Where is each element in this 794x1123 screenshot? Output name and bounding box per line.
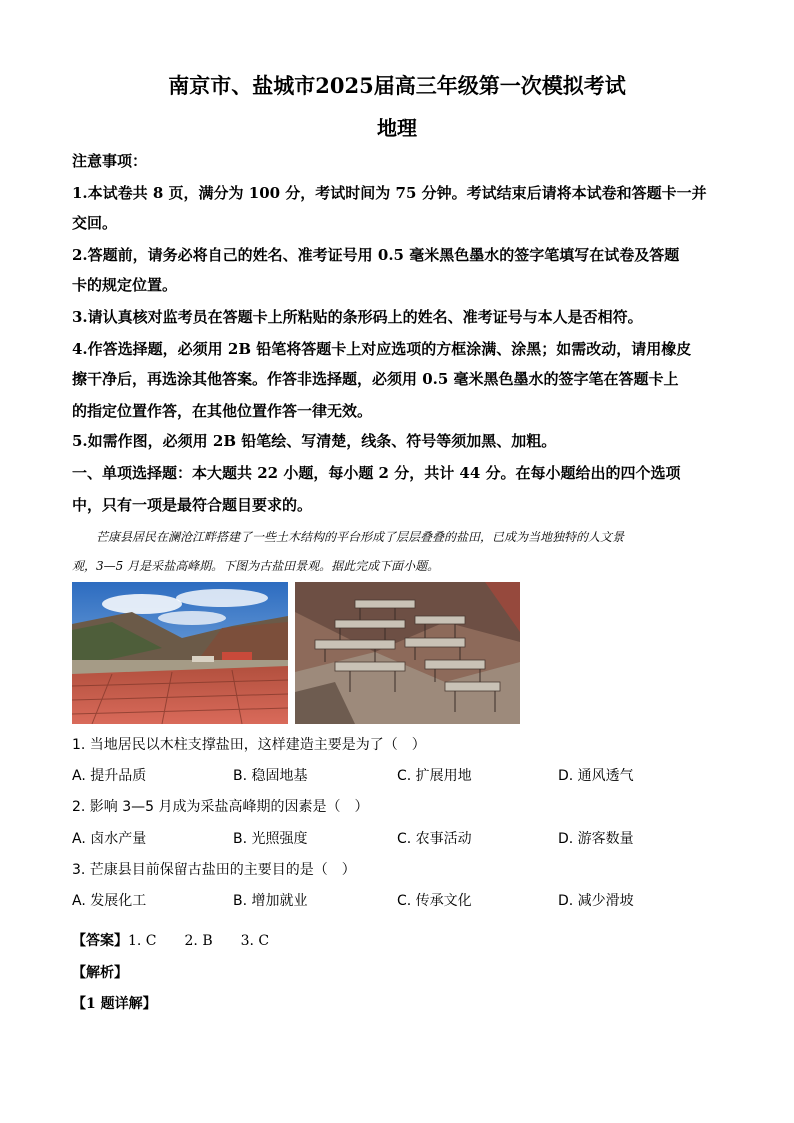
- salt-field-photo-right: [295, 582, 520, 724]
- passage-intro: 观，3—5 月是采盐高峰期。下图为古盐田景观。据此完成下面小题。: [72, 559, 440, 573]
- question-2-option-c[interactable]: C. 农事活动: [397, 831, 472, 847]
- question-3-option-d[interactable]: D. 减少滑坡: [558, 893, 634, 909]
- notice-line: 3.请认真核对监考员在答题卡上所粘贴的条形码上的姓名、准考证号与本人是否相符。: [72, 308, 643, 326]
- notice-line: 4.作答选择题，必须用 2B 铅笔将答题卡上对应选项的方框涂满、涂黑；如需改动，请用橡皮: [72, 340, 692, 358]
- question-1-option-d[interactable]: D. 通风透气: [558, 768, 634, 784]
- notice-line: 1.本试卷共 8 页，满分为 100 分，考试时间为 75 分钟。考试结束后请将本试卷和答题卡一并: [72, 184, 707, 202]
- question-1-option-b[interactable]: B. 稳固地基: [233, 768, 308, 784]
- question-1-option-c[interactable]: C. 扩展用地: [397, 768, 472, 784]
- notice-line: 卡的规定位置。: [72, 276, 178, 294]
- question-3-option-b[interactable]: B. 增加就业: [233, 893, 308, 909]
- subject-title: 地理: [377, 116, 417, 140]
- analysis-line: [72, 962, 128, 982]
- section-heading: 一、单项选择题：本大题共 22 小题，每小题 2 分，共计 44 分。在每小题给出的四个选项: [72, 464, 681, 482]
- detail-line: [72, 993, 157, 1013]
- notice-heading: 注意事项：: [72, 152, 148, 170]
- exam-title: 南京市、盐城市2025届高三年级第一次模拟考试: [168, 73, 626, 98]
- answer-line: [72, 930, 269, 950]
- question-2-stem: 2. 影响 3—5 月成为采盐高峰期的因素是（ ）: [72, 799, 369, 815]
- question-2-option-d[interactable]: D. 游客数量: [558, 831, 634, 847]
- detail-label: 【1 题详解】: [72, 996, 157, 1012]
- answer-values: 1. C 2. B 3. C: [128, 933, 270, 949]
- salt-field-photo-left: [72, 582, 288, 724]
- answer-label: 【答案】: [72, 933, 128, 949]
- passage-intro: 芒康县居民在澜沧江畔搭建了一些土木结构的平台形成了层层叠叠的盐田，已成为当地独特的人文景: [72, 530, 625, 544]
- notice-line: 擦干净后，再选涂其他答案。作答非选择题，必须用 0.5 毫米黑色墨水的签字笔在答题卡上: [72, 370, 679, 388]
- question-1-stem: 1. 当地居民以木柱支撑盐田，这样建造主要是为了（ ）: [72, 737, 426, 753]
- analysis-label: 【解析】: [72, 965, 128, 981]
- question-3-option-c[interactable]: C. 传承文化: [397, 893, 472, 909]
- notice-line: 的指定位置作答，在其他位置作答一律无效。: [72, 402, 373, 420]
- notice-line: 5.如需作图，必须用 2B 铅笔绘、写清楚，线条、符号等须加黑、加粗。: [72, 432, 557, 450]
- notice-line: 2.答题前，请务必将自己的姓名、准考证号用 0.5 毫米黑色墨水的签字笔填写在试卷及答题: [72, 246, 680, 264]
- question-3-option-a[interactable]: A. 发展化工: [72, 893, 147, 909]
- question-1-option-a[interactable]: A. 提升品质: [72, 768, 147, 784]
- question-2-option-b[interactable]: B. 光照强度: [233, 831, 308, 847]
- question-2-option-a[interactable]: A. 卤水产量: [72, 831, 147, 847]
- section-heading: 中，只有一项是最符合题目要求的。: [72, 496, 313, 514]
- question-3-stem: 3. 芒康县目前保留古盐田的主要目的是（ ）: [72, 862, 356, 878]
- notice-line: 交回。: [72, 214, 118, 232]
